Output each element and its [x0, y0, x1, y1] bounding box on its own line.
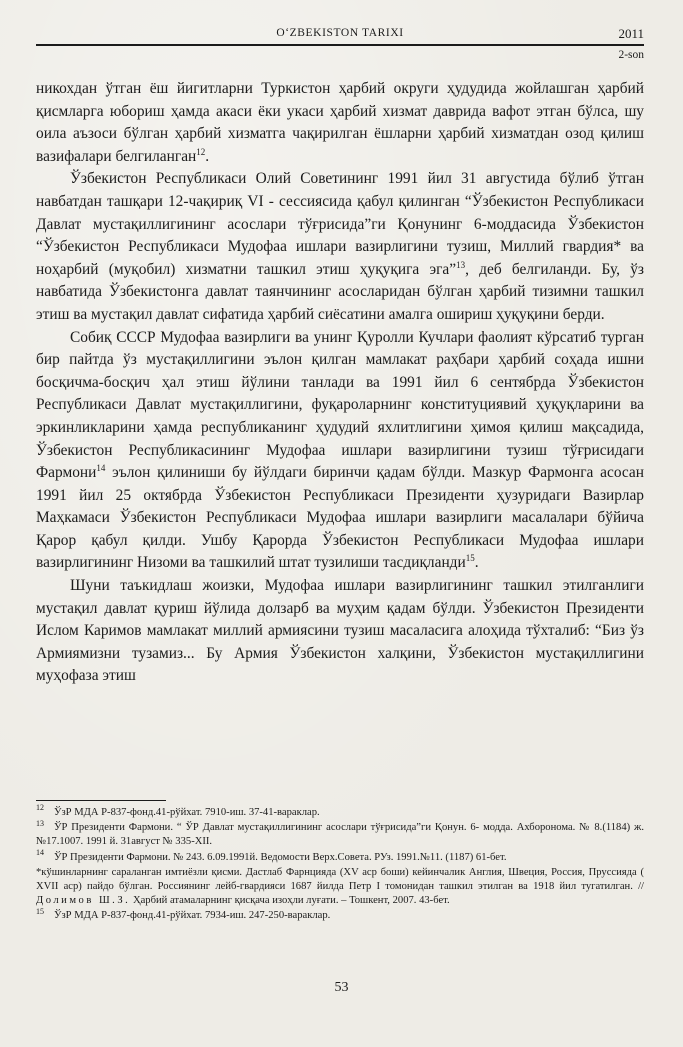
paragraph-3-text-a: Собиқ СССР Мудофаа вазирлиги ва унинг Қуролли Кучлари фаолият кўрсатиб турган бир пайтда ўз мустақиллигини эълон қилган мамлакат раҳбари ҳарбий соҳада ишни босқичма-босқич ҳал этиш йўлини танлади ва 1991 йил 6 сентябрда Ўзбекистон Республикаси Давлат мустақиллигини, фуқароларнинг конституциявий ҳуқуқларини ва эркинликларини ҳамда республиканинг ҳудудий яхлитлигини ҳимоя қилиш мақсадида, Ўзбекистон Республикасининг Мудофаа ишлари вазирлигини тузиш тўғрисидаги Фармони [36, 328, 644, 482]
footnote-13-number: 13 [36, 818, 44, 828]
footnote-13-text: ЎР Президенти Фармони. “ ЎР Давлат мустақиллигининг асослари тўғрисида”ги Қонун. 6- модда. Ахборонома. № 8.(1184) ж.№17.1007. 1991 й. 31август № 335-XII. [36, 822, 644, 848]
paragraph-1-text: никохдан ўтган ёш йигитларни Туркистон ҳарбий округи ҳудудида жойлашган ҳарбий қисмларга юбориш ҳамда акаси ёки укаси ҳарбий хизмат даврида вафот этган бўлса, шу оила аъзоси бўлган ҳарбий хизматга чақирилган ёшларни ҳарбий хизматдан озод қилиш вазифалари белгиланган [36, 80, 644, 165]
paragraph-2-text-a: Ўзбекистон Республикаси Олий Советининг 1991 йил 31 августида бўлиб ўтган навбатдан ташқари 12-чақириқ VI - сессиясида қабул қилинган “Ўзбекистон Республикаси Давлат мустақиллигининг асослари тўғрисида”ги Қонунинг 6-моддасида Ўзбекистон “Ўзбекистон Республикаси Мудофаа ишлари вазирлигини тузиш, Миллий гвардия* ва ноҳарбий (муқобил) хизматни ташкил этиш ҳуқуқига эга” [36, 170, 644, 278]
paragraph-4-text: Шуни таъкидлаш жоизки, Мудофаа ишлари вазирлигининг ташкил этилганлиги мустақил давлат қуриш йўлида долзарб ва муҳим қадам бўлди. Ўзбекистон Президенти Ислом Каримов мамлакат миллий армиясини тузиш масаласига алоҳида тўхталиб: “Биз ўз Армиямизни тузамиз... Бу Армия Ўзбекистон халқини, Ўзбекистон мустақиллигини муҳофаза этиш [36, 577, 644, 685]
article-body [36, 78, 644, 688]
footnotes [36, 803, 644, 925]
footnote-ref-12[interactable]: 12 [196, 146, 206, 157]
footnote-14-text: ЎР Президенти Фармони. № 243. 6.09.1991й. Ведомости Верх.Совета. РУз. 1991.№11. (1187) 61-бет. [54, 851, 507, 863]
footnote-ref-14[interactable]: 14 [96, 462, 106, 473]
footnote-12 [36, 803, 644, 820]
footnote-rule [36, 800, 166, 801]
footnote-13 [36, 818, 644, 849]
paragraph-2-text-b: , деб белгиланди. Бу, ўз навбатида Ўзбекистонга давлат таянчининг асосларидан бўлган ҳарбий тизимни ташкил этиш ва мустақил давлат сифатида ҳарбий сиёсатини амалга ошириш ҳуқуқини берди. [36, 260, 644, 323]
header-rule [36, 44, 644, 46]
issue-number: 2-son [618, 49, 644, 61]
footnote-star-author: Долимов Ш.З. [36, 895, 131, 907]
footnote-star-text-b: Ҳарбий атамаларнинг қисқача изоҳли луғати. – Тошкент, 2007. 43-бет. [130, 895, 450, 907]
page-number: 53 [334, 980, 349, 995]
paragraph-4 [36, 575, 644, 688]
year: 2011 [618, 26, 644, 41]
footnote-star-text-a: *кўшинларнинг сараланган имтиёзли қисми. Дастлаб Фарнцияда (XV аср боши) кейинчалик Англия, Швеция, Россия, Пруссияда ( XVII аср) пайдо бўлган. Россиянинг лейб-гвардияси 1687 йилда Петр I томонидан ташкил этилган ва 1918 йил тугатилган. // [36, 866, 644, 893]
footnote-14-number: 14 [36, 848, 44, 858]
footnote-15-number: 15 [36, 906, 44, 916]
footnote-14 [36, 848, 644, 865]
journal-title: O‘ZBEKISTON TARIXI [276, 27, 404, 39]
paragraph-3-text-b: эълон қилиниши бу йўлдаги биринчи қадам бўлди. Мазкур Фармонга асосан 1991 йил 25 октябрда Ўзбекистон Республикаси Президенти ҳузуридаги Вазирлар Маҳкамаси Ўзбекистон Республикаси Мудофаа ишлари вазирлиги масалалари бўйича Қарор қабул қилди. Ушбу Қарорда Ўзбекистон Республикаси Мудофаа ишлари вазирлигининг Низоми ва ташкилий штат тузилиши тасдиқланди [36, 464, 644, 572]
footnote-12-number: 12 [36, 803, 44, 813]
paragraph-3-end: . [474, 554, 479, 572]
footnote-ref-13[interactable]: 13 [456, 259, 466, 270]
paragraph-1-end: . [205, 147, 210, 165]
footnote-12-text: ЎзР МДА Р-837-фонд.41-рўйхат. 7910-иш. 37-41-вараклар. [54, 807, 320, 818]
footnote-15 [36, 906, 644, 923]
paragraph-2 [36, 168, 644, 326]
footnote-ref-15[interactable]: 15 [465, 553, 475, 564]
footnote-15-text: ЎзР МДА Р-837-фонд.41-рўйхат. 7934-иш. 247-250-вараклар. [54, 910, 331, 922]
paragraph-3 [36, 327, 644, 576]
footnote-star [36, 866, 644, 909]
paragraph-1 [36, 78, 644, 168]
